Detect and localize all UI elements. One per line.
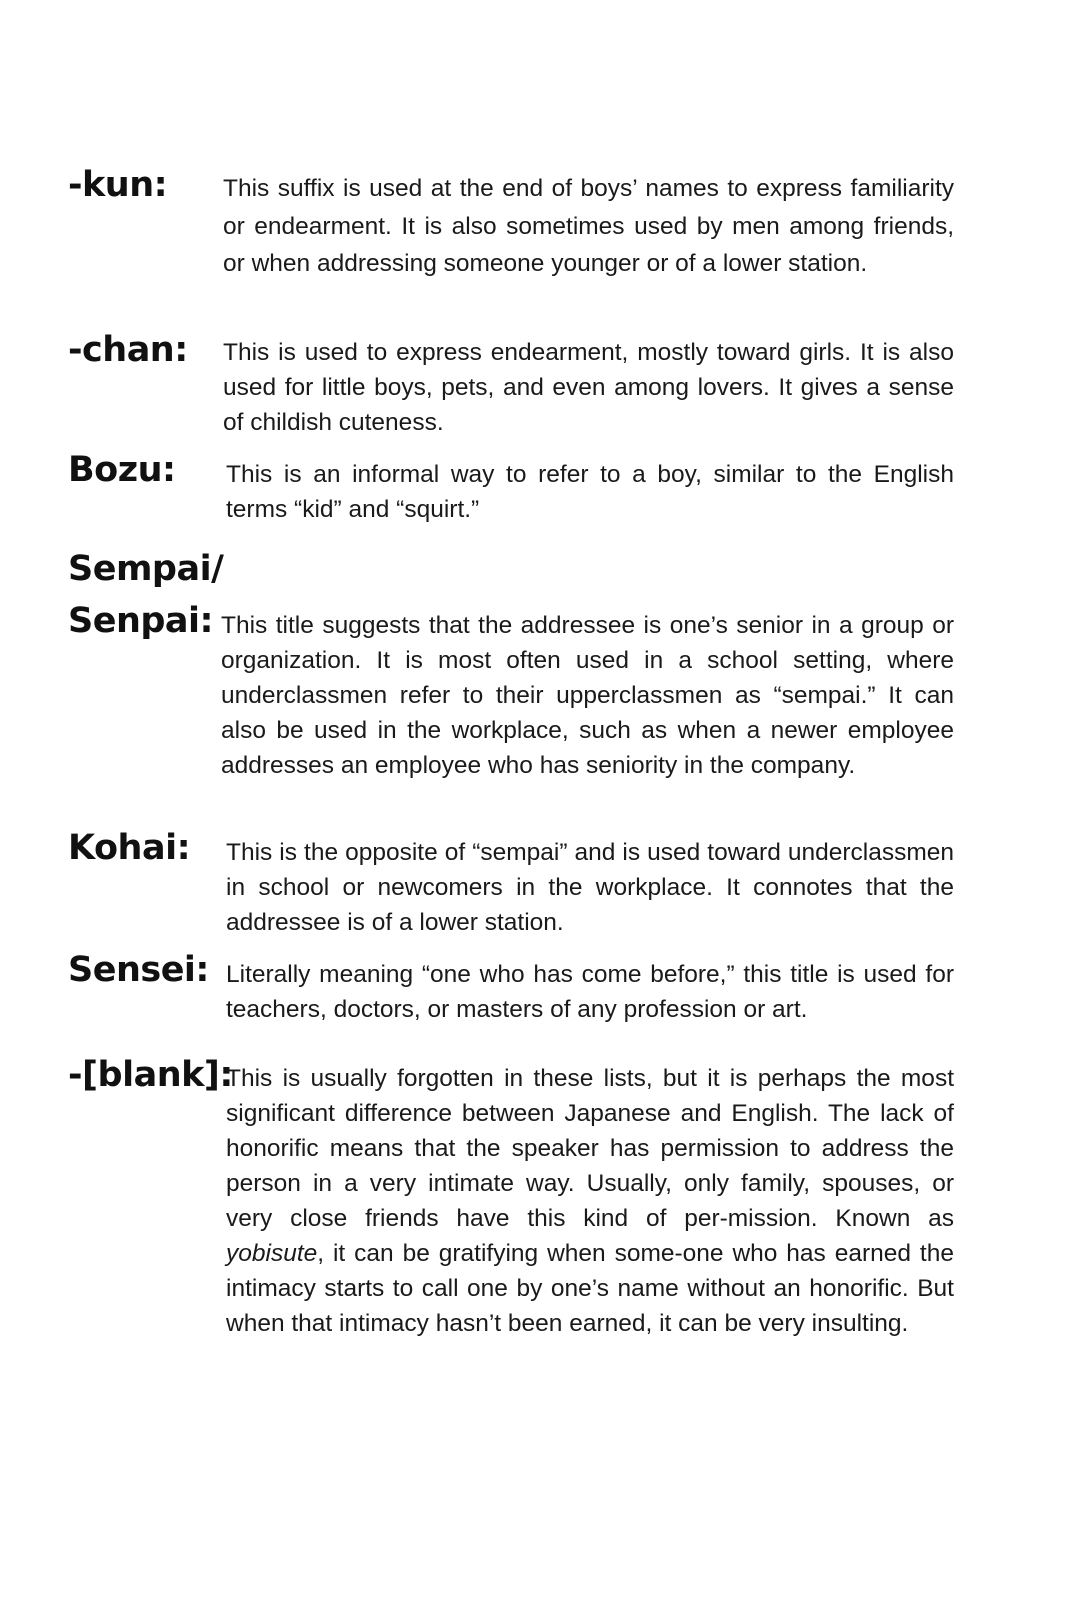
definition-kohai: This is the opposite of “sempai” and is used toward underclassmen in school or newcomers in the workplace. It connotes that the addressee is of a lower station. xyxy=(226,839,954,936)
definition-bozu: This is an informal way to refer to a boy, similar to the English terms “kid” and “squirt.” xyxy=(226,461,954,523)
definition-chan: This is used to express endearment, mostly toward girls. It is also used for little boys, pets, and even among lovers. It gives a sense of childish cuteness. xyxy=(223,339,954,436)
entry-kun xyxy=(68,166,958,316)
term-senpai: Senpai: xyxy=(68,601,214,641)
definition-blank-part1: This is usually forgotten in these lists, but it is perhaps the most significant difference between Japanese and English. The lack of honorific means that the speaker has permission to address the person in a very intimate way. Usually, only family, spouses, or very close friends have this kind of per-mission. Known as xyxy=(226,1065,954,1232)
definition-blank xyxy=(226,1061,954,1341)
definition-blank-italic: yobisute xyxy=(226,1240,318,1267)
entry-sensei xyxy=(68,951,958,1031)
term-chan: -chan: xyxy=(68,330,188,370)
definition-blank-part2: , it can be gratifying when some-one who has earned the intimacy starts to call one by one’s name without an honorific. But when that intimacy hasn’t been earned, it can be very insulting. xyxy=(226,1240,954,1337)
definition-kun: This suffix is used at the end of boys’ names to express familiarity or endearment. It is also sometimes used by men among friends, or when addressing someone younger or of a lower station. xyxy=(223,175,954,277)
definition-senpai: This title suggests that the addressee is one’s senior in a group or organization. It is most often used in a school setting, where underclassmen refer to their upperclassmen as “sempai.” It can also be used in the workplace, such as when a newer employee addresses an employee who has seniority in the company. xyxy=(221,612,954,779)
term-sensei: Sensei: xyxy=(68,950,209,990)
term-kohai: Kohai: xyxy=(68,828,191,868)
entry-senpai xyxy=(68,550,958,820)
entry-blank xyxy=(68,1056,958,1386)
term-bozu: Bozu: xyxy=(68,450,176,490)
term-blank: -[blank]: xyxy=(68,1055,233,1095)
definition-sensei: Literally meaning “one who has come before,” this title is used for teachers, doctors, or masters of any profession or art. xyxy=(226,961,954,1023)
entry-chan xyxy=(68,331,958,441)
entry-kohai xyxy=(68,829,958,939)
entry-bozu xyxy=(68,451,958,531)
term-sempai: Sempai/ xyxy=(68,549,224,589)
term-kun: -kun: xyxy=(68,165,168,205)
